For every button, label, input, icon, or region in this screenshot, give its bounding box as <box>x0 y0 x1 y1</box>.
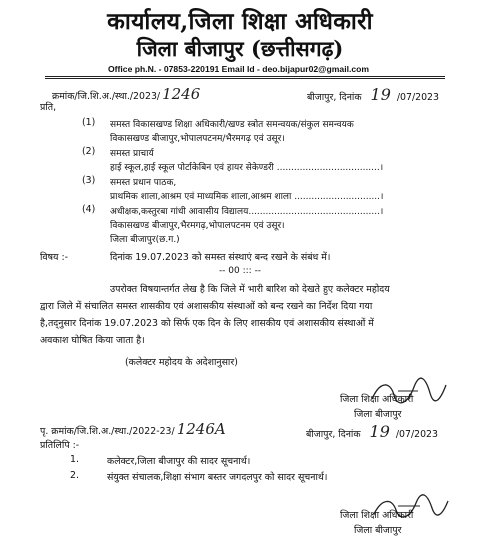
recipient-3-line-1: समस्त प्रधान पाठक, <box>110 178 177 188</box>
signature-2-title: जिला शिक्षा अधिकारी <box>340 510 414 521</box>
signature-1-title: जिला शिक्षा अधिकारी <box>340 394 414 405</box>
order-number-prefix: क्रमांक/जि.शि.अ./स्था./2023/ <box>52 91 161 102</box>
body-line-2: द्वारा जिले में संचालित समस्त शासकीय एवं अशासकीय संस्थाओं को बन्द रखने का निर्देश दिया गया <box>40 301 373 312</box>
recipient-3-line-2: प्राथमिक शाला,आश्रम एवं माध्यमिक शाला,आश्रम शाला ..............................। <box>110 192 384 202</box>
signature-1-place: जिला बीजापुर <box>354 409 402 420</box>
recipient-1-line-2: विकासखण्ड बीजापुर,भोपालपटनम/भैरमगढ़ एवं उसूर। <box>110 134 285 144</box>
endorsement-number-prefix: पृ. क्रमांक/जि.शि.अ./स्था./2022-23/ <box>40 426 175 437</box>
recipient-4-number: (4) <box>82 204 96 215</box>
header-rule-bottom <box>45 78 445 79</box>
endorsement-month-year: /07/2023 <box>395 429 438 440</box>
endorsement-day-handwritten: 19 <box>369 422 390 441</box>
endorsement-number <box>40 420 226 438</box>
recipient-1-line-1: समस्त विकासखण्ड शिक्षा अधिकारी/खण्ड स्त्रोत समन्वयक/संकुल समन्वयक <box>110 120 354 130</box>
office-title: कार्यालय,जिला शिक्षा अधिकारी <box>107 8 373 35</box>
copy-label: प्रतिलिपि :- <box>40 440 80 451</box>
copy-1-text: कलेक्टर,जिला बीजापुर की सादर सूचनार्थ। <box>107 456 251 467</box>
order-number <box>52 85 200 103</box>
subject-text: दिनांक 19.07.2023 को समस्त संस्थाएं बन्द रखने के संबंध में। <box>110 252 331 263</box>
to-label: प्रति, <box>40 102 57 113</box>
office-district: जिला बीजापुर (छत्तीसगढ़) <box>136 36 344 61</box>
order-date <box>307 85 439 104</box>
order-month-year: /07/2023 <box>396 92 439 103</box>
recipient-4-line-1: अधीक्षक,कस्तुरबा गांधी आवासीय विद्यालय..............................................। <box>110 207 384 217</box>
recipient-3-number: (3) <box>82 175 96 186</box>
office-contact: Office ph.N. - 07853-220191 Email Id - deo.bijapur02@gmail.com <box>108 64 370 74</box>
copy-2-text: संयुक्त संचालक,शिक्षा संभाग बस्तर जगदलपुर को सादर सूचनार्थ। <box>107 472 328 483</box>
body-line-1: उपरोक्त विषयान्तर्गत लेख है कि जिले में भारी बारिश को देखते हुए कलेक्टर महोदय <box>110 284 390 295</box>
order-note: (कलेक्टर महोदय के अदेशानुसार) <box>125 357 238 368</box>
endorsement-date-prefix: बीजापुर, दिनांक <box>306 429 361 440</box>
copy-2-number: 2. <box>70 470 79 481</box>
endorsement-date <box>306 422 438 441</box>
header-rule-top <box>45 76 445 77</box>
endorsement-number-handwritten: 1246A <box>176 420 226 438</box>
recipient-4-line-3: जिला बीजापुर(छ.ग.) <box>110 235 180 245</box>
recipient-2-line-2: हाई स्कूल,हाई स्कूल पोर्टाकेबिन एवं हायर सेकेण्डरी ....................................। <box>110 163 384 173</box>
order-number-handwritten: 1246 <box>162 85 201 103</box>
subject-label: विषय :- <box>40 252 69 263</box>
body-line-3: है,तद्नुसार दिनांक 19.07.2023 को सिर्फ एक दिन के लिए शासकीय एवं अशासकीय संस्थाओं में <box>40 318 374 329</box>
recipient-2-number: (2) <box>82 146 96 157</box>
body-line-4: अवकाश घोषित किया जाता है। <box>40 335 145 346</box>
recipient-4-line-2: विकासखण्ड बीजापुर,भैरमगढ़,भोपालपटनम एवं उसूर। <box>110 221 285 231</box>
order-date-prefix: बीजापुर, दिनांक <box>307 92 362 103</box>
signature-2-place: जिला बीजापुर <box>354 525 402 536</box>
copy-1-number: 1. <box>70 454 79 465</box>
recipient-1-number: (1) <box>82 117 96 128</box>
recipient-2-line-1: समस्त प्राचार्य <box>110 149 154 159</box>
separator: -- 00 ::: -- <box>218 266 262 276</box>
order-day-handwritten: 19 <box>370 85 391 104</box>
